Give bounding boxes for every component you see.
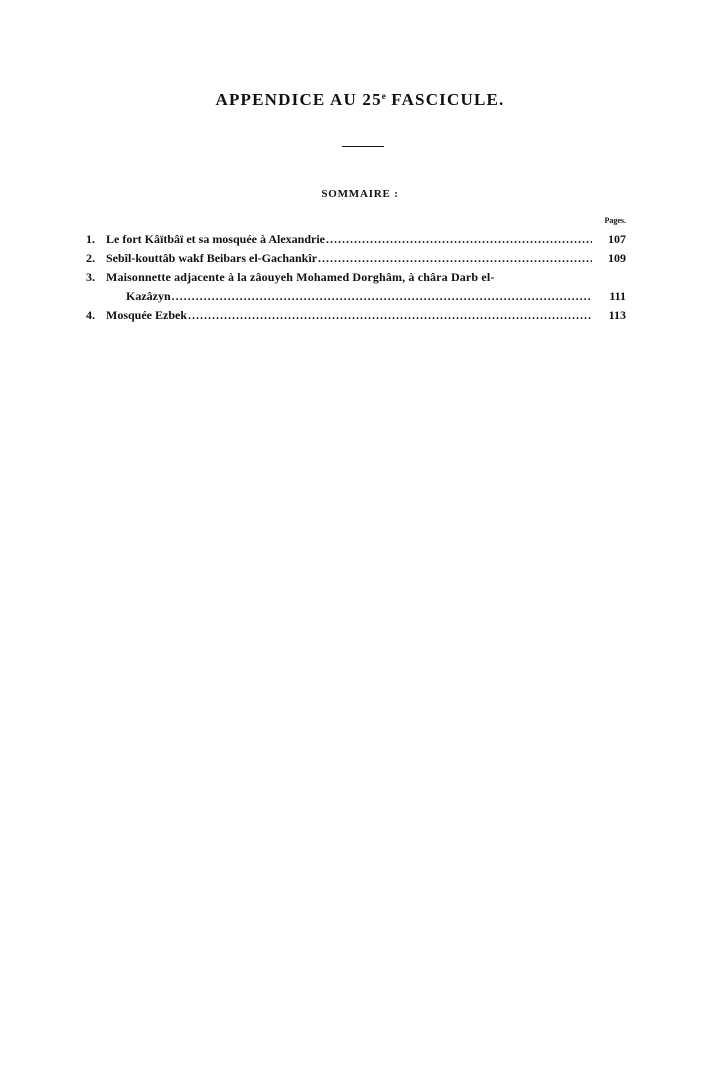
toc-entry (86, 268, 626, 287)
dot-leader (172, 287, 592, 306)
summary-heading: SOMMAIRE : (321, 188, 399, 200)
toc-entry-title: Maisonnette adjacente à la zâouyeh Mohamed Dorghâm, à châra Darb el- (106, 270, 495, 284)
title-divider (342, 146, 384, 147)
toc-entry-title-continuation: Kazâzyn (126, 289, 171, 303)
page-title (0, 90, 720, 110)
dot-leader (326, 230, 592, 249)
toc-entry-title: Le fort Kâïtbâï et sa mosquée à Alexandrie (106, 232, 325, 246)
toc-entry-title: Mosquée Ezbek (106, 308, 187, 322)
toc-entry-page: 109 (608, 251, 626, 265)
toc-entry (86, 306, 626, 325)
toc-entry-number: 1. (86, 232, 95, 246)
title-end: FASCICULE. (385, 90, 505, 109)
pages-column-label: Pages. (604, 216, 626, 225)
toc-entry (86, 249, 626, 268)
toc-entry-number: 3. (86, 270, 95, 284)
toc-entry-title: Sebîl-kouttâb wakf Beibars el-Gachankîr (106, 251, 318, 265)
dot-leader (188, 306, 592, 325)
dot-leader (318, 249, 592, 268)
toc-entry-page: 111 (609, 289, 626, 303)
table-of-contents (86, 230, 626, 325)
toc-entry-page: 113 (608, 308, 626, 322)
toc-entry-continuation (86, 287, 626, 306)
title-superscript: e (381, 91, 386, 101)
toc-entry-number: 4. (86, 308, 95, 322)
title-main: APPENDICE AU 25 (215, 90, 382, 109)
toc-entry-number: 2. (86, 251, 95, 265)
toc-entry-page: 107 (608, 232, 626, 246)
toc-entry (86, 230, 626, 249)
